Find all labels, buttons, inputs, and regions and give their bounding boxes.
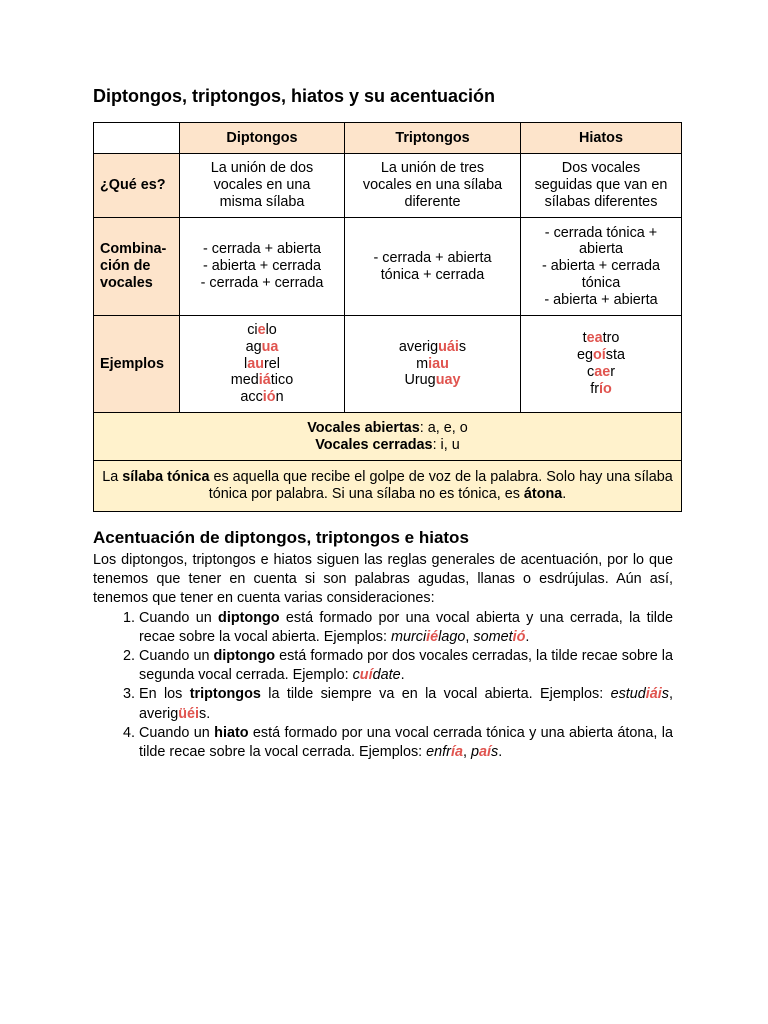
cell-combinacion-triptongos (345, 218, 521, 316)
tonica-note (94, 461, 682, 512)
row-label-combinacion (94, 218, 180, 316)
header-diptongos: Diptongos (180, 123, 345, 154)
example-word: cielo (247, 322, 277, 338)
cell-ejemplos-triptongos (345, 316, 521, 413)
comparison-table (93, 122, 682, 512)
cell-line: abierta (578, 241, 623, 258)
cell-line: tónica + cerrada (380, 266, 485, 283)
table-header-row (94, 123, 682, 154)
rules-list (93, 609, 673, 763)
cell-que-es-diptongos (180, 154, 345, 218)
cell-line: diferente (404, 193, 461, 210)
cell-line: tónica (581, 274, 621, 291)
rule-item: 3. En los triptongos la tilde siempre va en la vocal abierta. Ejemplos: estudiáis, averigüéis. (139, 685, 673, 723)
example-word: laurel (244, 355, 280, 372)
example-word: caer (586, 364, 615, 380)
row-que-es (94, 154, 682, 218)
cell-line: vocales en una sílaba (362, 177, 503, 194)
cell-line: - abierta + abierta (544, 291, 658, 308)
cell-ejemplos-hiatos (521, 316, 682, 413)
label-line: ción de (100, 258, 151, 275)
rule-item: 4. Cuando un hiato está formado por una vocal cerrada tónica y una abierta átona, la tilde recae sobre la vocal cerrada. Ejemplos: enfría, país. (139, 724, 673, 762)
label-line: vocales (100, 274, 153, 291)
row-combinacion (94, 218, 682, 316)
row-label-ejemplos: Ejemplos (94, 316, 180, 413)
example-word: teatro (582, 330, 620, 347)
example-word: mediático (230, 372, 294, 389)
example-word: miau (416, 355, 449, 372)
cell-line: La unión de tres (380, 160, 485, 177)
cell-line: - cerrada + abierta (373, 249, 492, 266)
tonica-line: La sílaba tónica es aquella que recibe el golpe de voz de la palabra. Solo hay una sílaba (102, 469, 673, 486)
page-title: Diptongos, triptongos, hiatos y su acentuación (93, 86, 496, 106)
cell-line: - abierta + cerrada (542, 258, 660, 275)
row-ejemplos (94, 316, 682, 413)
header-hiatos: Hiatos (521, 123, 682, 154)
cell-ejemplos-diptongos (180, 316, 345, 413)
cell-line: sílabas diferentes (544, 193, 658, 210)
vocales-cerradas: Vocales cerradas: i, u (315, 436, 460, 453)
cell-line: misma sílaba (219, 193, 305, 210)
row-vocales (94, 413, 682, 461)
label-line: Combina- (100, 241, 167, 258)
rule-item: 2. Cuando un diptongo está formado por dos vocales cerradas, la tilde recae sobre la segunda vocal cerrada. Ejemplo: cuídate. (139, 647, 673, 685)
vocales-abiertas: Vocales abiertas: a, e, o (307, 419, 468, 436)
tonica-line: tónica por palabra. Si una sílaba no es tónica, es átona. (208, 486, 567, 502)
cell-que-es-triptongos (345, 154, 521, 218)
row-tonica (94, 461, 682, 512)
section-heading: Acentuación de diptongos, triptongos e hiatos (93, 528, 469, 547)
row-label-que-es: ¿Qué es? (94, 154, 180, 218)
cell-combinacion-diptongos (180, 218, 345, 316)
cell-line: La unión de dos (210, 160, 314, 177)
cell-line: - cerrada tónica + (544, 224, 658, 241)
cell-line: vocales en una (213, 177, 311, 194)
example-word: averiguáis (398, 338, 467, 355)
example-word: Uruguay (404, 372, 461, 389)
cell-line: seguidas que van en (534, 177, 668, 194)
cell-line: - cerrada + cerrada (200, 274, 324, 291)
header-triptongos: Triptongos (345, 123, 521, 154)
table-corner-cell (94, 123, 180, 154)
cell-line: - abierta + cerrada (203, 258, 321, 275)
example-word: egoísta (576, 347, 625, 364)
cell-combinacion-hiatos (521, 218, 682, 316)
example-word: agua (245, 338, 279, 355)
vocales-note (94, 413, 682, 461)
example-word: acción (240, 389, 284, 406)
section-body (93, 551, 673, 762)
example-word: frío (590, 380, 612, 397)
intro-paragraph: Los diptongos, triptongos e hiatos siguen las reglas generales de acentuación, por lo que tenemos que tener en cuenta si son palabras agudas, llanas o esdrújulas. Aún así, tenemos que tener en cuenta varias consideraciones: (93, 552, 673, 607)
cell-line: - cerrada + abierta (203, 241, 321, 258)
rule-item: 1. Cuando un diptongo está formado por una vocal abierta y una cerrada, la tilde recae sobre la vocal abierta. Ejemplos: murciiélago, sometió. (139, 609, 673, 647)
cell-que-es-hiatos (521, 154, 682, 218)
cell-line: Dos vocales (561, 160, 641, 177)
